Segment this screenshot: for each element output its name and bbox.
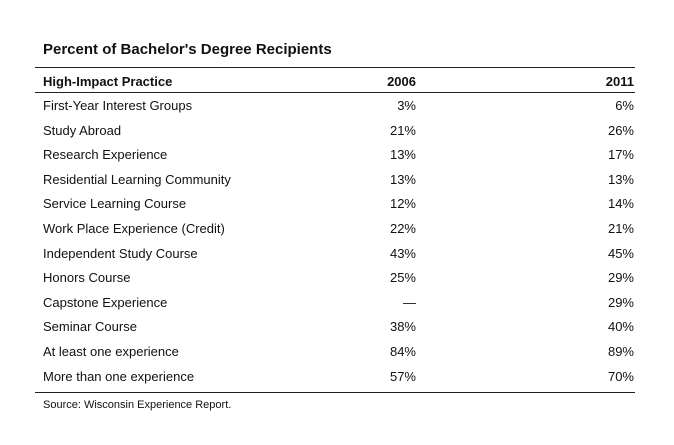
header-rule (35, 92, 635, 93)
practice-cell: Capstone Experience (43, 294, 168, 310)
header-2006: 2006 (387, 74, 416, 89)
value-2006-cell: 13% (389, 147, 416, 163)
value-2011-cell: 6% (615, 98, 634, 113)
value-2006-cell: 25% (389, 270, 416, 286)
practice-cell: First-Year Interest Groups (43, 98, 193, 113)
value-2006-cell: 84% (389, 344, 416, 359)
value-2006-cell: 43% (389, 245, 416, 261)
value-2011-cell: 13% (607, 171, 634, 187)
practice-cell: Work Place Experience (Credit) (43, 221, 225, 236)
value-2006-cell: 13% (389, 171, 416, 187)
practice-cell: Service Learning Course (43, 196, 187, 212)
value-2011-cell: 26% (607, 122, 634, 138)
value-2011-cell: 14% (607, 196, 634, 212)
value-2006-cell: 12% (389, 196, 416, 212)
table-title: Percent of Bachelor's Degree Recipients (43, 41, 332, 58)
value-2011-cell: 29% (607, 294, 634, 310)
value-2011-cell: 29% (607, 270, 634, 286)
value-2011-cell: 40% (607, 319, 634, 335)
practice-cell: Honors Course (43, 270, 131, 286)
value-2011-cell: 89% (607, 344, 634, 359)
practice-cell: Seminar Course (43, 319, 137, 335)
practice-cell: At least one experience (43, 344, 179, 359)
bottom-rule (35, 392, 635, 393)
value-2006-cell: — (403, 294, 416, 310)
value-2011-cell: 21% (607, 221, 634, 236)
practice-cell: More than one experience (43, 368, 195, 384)
value-2006-cell: 22% (389, 221, 416, 236)
value-2006-cell: 57% (389, 368, 416, 384)
value-2006-cell: 38% (389, 319, 416, 335)
practice-cell: Independent Study Course (43, 245, 198, 261)
practice-cell: Study Abroad (43, 122, 122, 138)
header-2011: 2011 (605, 74, 634, 89)
source-note: Source: Wisconsin Experience Report. (43, 399, 232, 411)
value-2011-cell: 17% (607, 147, 634, 163)
value-2006-cell: 21% (389, 122, 416, 138)
value-2006-cell: 3% (397, 98, 416, 113)
value-2011-cell: 70% (607, 368, 634, 384)
top-rule (35, 67, 635, 68)
header-practice: High-Impact Practice (43, 74, 173, 89)
value-2011-cell: 45% (607, 245, 634, 261)
practice-cell: Research Experience (43, 147, 168, 163)
practice-cell: Residential Learning Community (43, 171, 231, 187)
